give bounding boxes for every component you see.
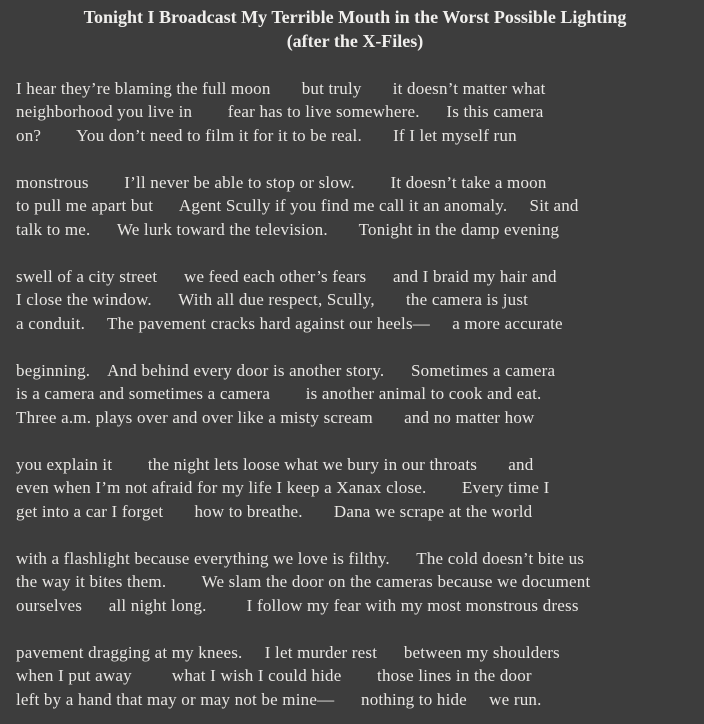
poem-line: with a flashlight because everything we love is filthy. The cold doesn’t bite us	[16, 548, 585, 568]
poem-subtitle: (after the X-Files)	[286, 30, 424, 51]
poem-line: the way it bites them. We slam the door on the cameras because we document	[16, 572, 591, 591]
stanza-4	[16, 359, 694, 430]
stanza-5	[16, 453, 694, 524]
poem-line: on? You don’t need to film it for it to be real. If I let myself run	[16, 125, 517, 145]
poem-line: get into a car I forget how to breathe. Dana we scrape at the world	[16, 501, 533, 521]
stanza-6	[16, 547, 694, 618]
stanza-3	[16, 265, 694, 336]
poem-line: beginning. And behind every door is another story. Sometimes a camera	[16, 360, 556, 380]
stanza-2	[16, 171, 694, 242]
poem-line: talk to me. We lurk toward the television. Tonight in the damp evening	[16, 219, 560, 239]
poem-line: you explain it the night lets loose what we bury in our throats and	[16, 454, 534, 474]
poem-line: left by a hand that may or may not be mine— nothing to hide we run.	[16, 689, 542, 709]
poem-line: to pull me apart but Agent Scully if you find me call it an anomaly. Sit and	[16, 196, 579, 215]
poem-line: neighborhood you live in fear has to live somewhere. Is this camera	[16, 102, 544, 121]
poem-line: I close the window. With all due respect, Scully, the camera is just	[16, 290, 529, 309]
poem-line: pavement dragging at my knees. I let murder rest between my shoulders	[16, 642, 560, 662]
stanza-7	[16, 641, 694, 712]
poem-line: Three a.m. plays over and over like a misty scream and no matter how	[16, 407, 535, 427]
poem-title: Tonight I Broadcast My Terrible Mouth in the Worst Possible Lighting	[83, 7, 627, 27]
stanza-1	[16, 77, 694, 148]
poem-line: even when I’m not afraid for my life I keep a Xanax close. Every time I	[16, 478, 550, 497]
poem-line: ourselves all night long. I follow my fear with my most monstrous dress	[16, 595, 579, 615]
poem-line: when I put away what I wish I could hide those lines in the door	[16, 666, 532, 685]
poem-line: I hear they’re blaming the full moon but truly it doesn’t matter what	[16, 78, 546, 98]
poem-line: monstrous I’ll never be able to stop or slow. It doesn’t take a moon	[16, 172, 547, 192]
poem-line: a conduit. The pavement cracks hard against our heels— a more accurate	[16, 313, 563, 333]
poem-line: is a camera and sometimes a camera is another animal to cook and eat.	[16, 384, 542, 403]
poem-title-block	[16, 6, 694, 53]
poem-line: swell of a city street we feed each other’s fears and I braid my hair and	[16, 266, 557, 286]
